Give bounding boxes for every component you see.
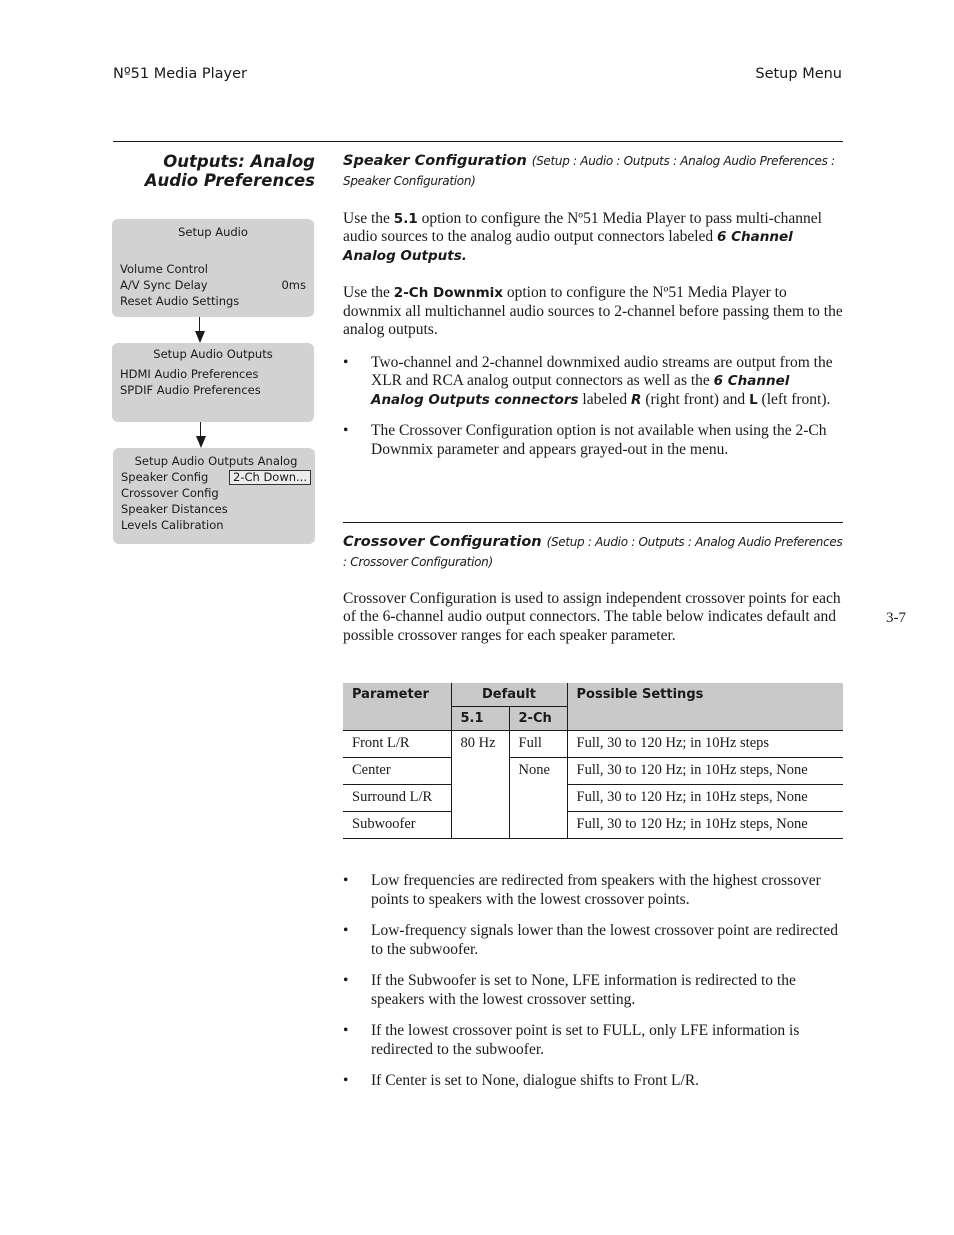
bullet-icon: • — [343, 972, 349, 989]
cell-parameter: Surround L/R — [343, 785, 451, 812]
menu-item-volume-control[interactable]: Volume Control — [120, 262, 208, 276]
list-item — [343, 354, 843, 410]
menu-item-speaker-config[interactable]: Speaker Config — [121, 470, 209, 484]
text: (right front) and — [641, 390, 750, 408]
bullet-icon: • — [343, 422, 349, 439]
cell-default-2-ch: Full — [509, 731, 567, 758]
section-rule — [343, 522, 843, 523]
option-name: 2-Ch Downmix — [393, 285, 503, 301]
list-item-text: If the lowest crossover point is set to FULL, only LFE information is redirected to the subwoofer. — [371, 1022, 800, 1058]
column-header-2-ch: 2-Ch — [509, 707, 567, 731]
text: option to configure the Nº51 Media Player to downmix all multichannel audio sources to 2-channel before passing them to the analog outputs. — [343, 284, 843, 338]
cell-parameter: Front L/R — [343, 731, 451, 758]
list-item-text: If the Subwoofer is set to None, LFE information is redirected to the speakers with the lowest crossover setting. — [371, 972, 796, 1008]
cell-parameter: Center — [343, 758, 451, 785]
crossover-notes-list — [343, 872, 843, 1091]
menu-item-speaker-distances[interactable]: Speaker Distances — [121, 502, 228, 516]
connector-label: R — [631, 391, 642, 408]
table-row — [343, 731, 843, 758]
setup-audio-outputs-menu — [112, 343, 314, 422]
column-header-5-1: 5.1 — [451, 707, 509, 731]
cell-default-5-1: 80 Hz — [451, 731, 509, 839]
list-item-text: If Center is set to None, dialogue shifts to Front L/R. — [371, 1072, 700, 1089]
menu-path: (Setup : Audio : Outputs : Analog Audio Preferences : Crossover Configuration) — [343, 535, 843, 569]
list-item — [343, 1072, 843, 1091]
section-heading — [343, 532, 843, 571]
text: Use the — [343, 284, 394, 301]
table-row — [343, 785, 843, 812]
cell-possible-settings: Full, 30 to 120 Hz; in 10Hz steps, None — [567, 785, 843, 812]
setup-audio-outputs-analog-menu — [113, 448, 315, 544]
paragraph — [343, 210, 843, 266]
cell-possible-settings: Full, 30 to 120 Hz; in 10Hz steps — [567, 731, 843, 758]
text: labeled — [578, 390, 632, 408]
arrow-down-icon — [196, 436, 206, 448]
connector-label: 6 Channel Analog Outputs. — [343, 229, 793, 264]
setup-audio-menu — [112, 219, 314, 317]
menu-item-spdif-audio-preferences[interactable]: SPDIF Audio Preferences — [120, 383, 261, 397]
speaker-config-select[interactable]: 2-Ch Down... — [229, 470, 311, 485]
page-number: 3-7 — [886, 610, 906, 626]
section-title: Crossover Configuration — [343, 534, 542, 550]
cell-possible-settings: Full, 30 to 120 Hz; in 10Hz steps, None — [567, 812, 843, 839]
connector-label: L — [749, 391, 758, 408]
side-title-line-1: Outputs: Analog — [163, 152, 315, 171]
cell-parameter: Subwoofer — [343, 812, 451, 839]
list-item-text: Low frequencies are redirected from speakers with the highest crossover points to speakers with the lowest crossover points. — [371, 872, 821, 908]
table-row — [343, 812, 843, 839]
bullet-icon: • — [343, 353, 349, 371]
table-row — [343, 758, 843, 785]
section-title: Speaker Configuration — [343, 153, 527, 169]
list-item — [343, 872, 843, 909]
menu-item-av-sync-delay[interactable]: A/V Sync Delay — [120, 278, 208, 292]
list-item-text: Low-frequency signals lower than the lowest crossover point are redirected to the subwoofer. — [371, 922, 838, 958]
paragraph — [343, 284, 843, 340]
column-header-default: Default — [451, 683, 567, 707]
menu-title: Setup Audio — [178, 225, 248, 239]
menu-item-reset-audio-settings[interactable]: Reset Audio Settings — [120, 294, 240, 308]
arrow-down-icon — [195, 331, 205, 343]
running-header-section: Setup Menu — [755, 66, 842, 82]
option-name: 5.1 — [393, 210, 418, 227]
paragraph: Crossover Configuration is used to assign independent crossover points for each of the 6-channel audio output connectors. The table below indicates default and possible crossover ranges for each speaker parameter. — [343, 589, 841, 644]
side-title — [113, 152, 315, 190]
running-header-title: Nº51 Media Player — [113, 66, 248, 82]
connector-label: 6 Channel Analog Outputs connectors — [371, 373, 790, 408]
cell-possible-settings: Full, 30 to 120 Hz; in 10Hz steps, None — [567, 758, 843, 785]
section-heading — [343, 151, 843, 190]
header-rule — [113, 141, 843, 142]
bullet-icon: • — [343, 1022, 349, 1039]
bullet-icon: • — [343, 872, 349, 889]
text: (left front). — [757, 390, 831, 408]
list-item — [343, 1022, 843, 1059]
crossover-table-wrap — [343, 683, 843, 839]
column-header-parameter: Parameter — [343, 683, 451, 731]
speaker-configuration-section — [343, 151, 843, 459]
menu-item-crossover-config[interactable]: Crossover Config — [121, 486, 219, 500]
text: Two-channel and 2-channel downmixed audio streams are output from the XLR and RCA analog output connectors as well as the — [371, 353, 833, 389]
text: Use the — [343, 209, 394, 227]
text: option to configure the Nº51 Media Player to pass multi-channel audio sources to the analog audio output connectors labeled — [343, 209, 822, 245]
list-item — [343, 422, 843, 459]
crossover-configuration-section — [343, 532, 843, 645]
list-item-text — [371, 354, 843, 410]
list-item-text: The Crossover Configuration option is not available when using the 2-Ch Downmix parameter and appears grayed-out in the menu. — [371, 422, 827, 458]
crossover-table — [343, 683, 843, 839]
list-item — [343, 922, 843, 959]
side-title-line-2: Audio Preferences — [144, 171, 315, 190]
cell-default-2-ch: None — [509, 758, 567, 839]
bullet-icon: • — [343, 1072, 349, 1089]
list-item — [343, 972, 843, 1009]
menu-title: Setup Audio Outputs — [153, 347, 273, 361]
av-sync-value: 0ms — [281, 278, 306, 292]
menu-item-levels-calibration[interactable]: Levels Calibration — [121, 518, 224, 532]
menu-title: Setup Audio Outputs Analog — [134, 454, 298, 468]
column-header-possible-settings: Possible Settings — [567, 683, 843, 731]
menu-item-hdmi-audio-preferences[interactable]: HDMI Audio Preferences — [120, 367, 259, 381]
bullet-icon: • — [343, 922, 349, 939]
menu-path: (Setup : Audio : Outputs : Analog Audio Preferences : Speaker Configuration) — [343, 154, 835, 188]
